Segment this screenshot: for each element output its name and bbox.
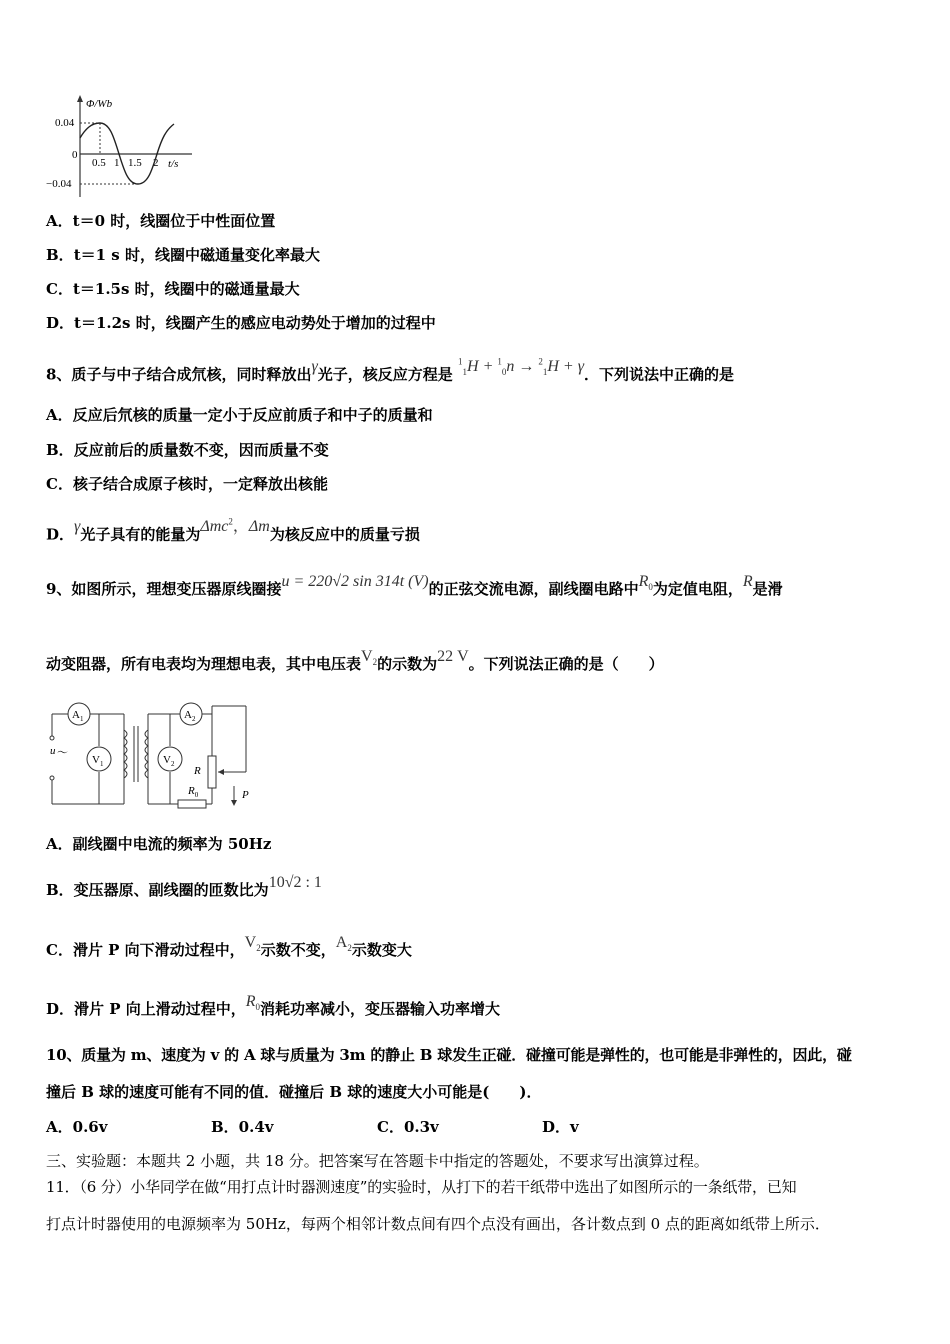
r0-symbol: $R_0$	[638, 573, 653, 593]
x-tick-label: 0.5	[92, 157, 106, 169]
q9-option-a: A．副线圈中电流的频率为 50Hz	[46, 835, 272, 853]
gamma-symbol: γ	[74, 518, 81, 536]
q8-option-d: D．γ光子具有的能量为Δmc$^2$，Δm为核反应中的质量亏损	[46, 517, 420, 544]
q10-option-b: B．0.4v	[211, 1118, 274, 1136]
q10-option-a: A．0.6v	[46, 1118, 108, 1136]
q8-stem: 8、质子与中子结合成氘核，同时释放出γ光子，核反应方程是 $^1_1$H + $^1_0$n → $^2_1$H + γ．下列说法中正确的是	[46, 357, 735, 384]
v2-reading: 22 V	[437, 648, 469, 665]
gamma-symbol: γ	[311, 358, 318, 376]
section-heading: 三、实验题：本题共 2 小题，共 18 分。把答案写在答题卡中指定的答题处，不要求写出演算过程。	[46, 1152, 709, 1170]
q9-stem-line2: 动变阻器，所有电表均为理想电表，其中电压表$V_2$的示数为22 V。下列说法正确的是（ ）	[46, 648, 664, 673]
r0-symbol: $R_0$	[245, 993, 261, 1013]
v2-symbol: $V_2$	[361, 648, 378, 668]
q10-stem-line2: 撞后 B 球的速度可能有不同的值．碰撞后 B 球的速度大小可能是( )．	[46, 1083, 542, 1101]
y-tick-label: −0.04	[46, 178, 72, 190]
y-axis-label: Φ/Wb	[86, 98, 113, 110]
turns-ratio: 10√2 : 1	[268, 874, 322, 891]
q8-option-a: A．反应后氘核的质量一定小于反应前质子和中子的质量和	[46, 406, 433, 424]
y-axis-arrow	[77, 95, 83, 102]
svg-text:u: u	[50, 745, 56, 757]
q8-option-b: B．反应前后的质量数不变，因而质量不变	[46, 441, 329, 459]
q10-options	[46, 1117, 579, 1137]
q9-stem-line1: 9、如图所示，理想变压器原线圈接u = 220√2 sin 314t (V)的正弦交流电源，副线圈电路中$R_0$为定值电阻，R是滑	[46, 573, 783, 598]
q11-stem-line2: 打点计时器使用的电源频率为 50Hz，每两个相邻计数点间有四个点没有画出，各计数点到 0 点的距离如纸带上所示．	[46, 1215, 830, 1233]
flux-time-graph	[40, 92, 200, 202]
q7-option-b: B．t＝1 s 时，线圈中磁通量变化率最大	[46, 246, 320, 264]
voltage-expression: u = 220√2 sin 314t (V)	[281, 573, 429, 590]
q7-option-c: C．t＝1.5s 时，线圈中的磁通量最大	[46, 280, 300, 298]
energy-expression: Δmc$^2$	[200, 517, 233, 536]
q10-option-d: D．v	[542, 1118, 579, 1136]
x-axis-label: t/s	[168, 158, 179, 170]
q7-option-a: A．t＝0 时，线圈位于中性面位置	[46, 212, 276, 230]
svg-text:V1: $V_1$	[92, 754, 104, 768]
svg-text:A1: $A_1$	[72, 709, 84, 723]
svg-text:P: P	[242, 789, 249, 801]
svg-text:A2: $A_2$	[184, 709, 196, 723]
svg-text:V2: $V_2$	[163, 754, 175, 768]
svg-text:～: ～	[57, 747, 68, 759]
transformer-circuit	[44, 700, 264, 812]
q10-option-c: C．0.3v	[377, 1118, 439, 1136]
q9-option-d: D．滑片 P 向上滑动过程中，$R_0$消耗功率减小，变压器输入功率增大	[46, 993, 501, 1018]
q9-option-c: C．滑片 P 向下滑动过程中，$V_2$示数不变，$A_2$示数变大	[46, 934, 412, 959]
svg-text:R: R	[194, 765, 201, 777]
x-tick-label: 1.5	[128, 157, 142, 169]
q10-stem-line1: 10、质量为 m、速度为 v 的 A 球与质量为 3m 的静止 B 球发生正碰．碰撞可能是弹性的，也可能是非弹性的，因此，碰	[46, 1046, 852, 1064]
mass-defect-symbol: Δm	[248, 518, 270, 536]
nuclear-equation: $^1_1$H + $^1_0$n → $^2_1$H + γ	[458, 357, 585, 378]
v2-symbol: $V_2$	[244, 934, 261, 954]
q9-option-b: B．变压器原、副线圈的匝数比为10√2 : 1	[46, 874, 322, 899]
y-tick-label: 0	[72, 149, 78, 161]
a2-symbol: $A_2$	[335, 934, 352, 954]
y-tick-label: 0.04	[55, 117, 75, 129]
q11-stem-line1: 11．（6 分）小华同学在做“用打点计时器测速度”的实验时，从打下的若干纸带中选出了如图所示的一条纸带，已知	[46, 1178, 797, 1196]
q8-option-c: C．核子结合成原子核时，一定释放出核能	[46, 475, 328, 493]
x-tick-label: 1	[114, 157, 120, 169]
svg-text:R0: $R_0$	[188, 785, 199, 799]
q7-option-d: D．t＝1.2s 时，线圈产生的感应电动势处于增加的过程中	[46, 314, 436, 332]
x-tick-label: 2	[153, 157, 159, 169]
r-symbol: R	[742, 573, 753, 590]
